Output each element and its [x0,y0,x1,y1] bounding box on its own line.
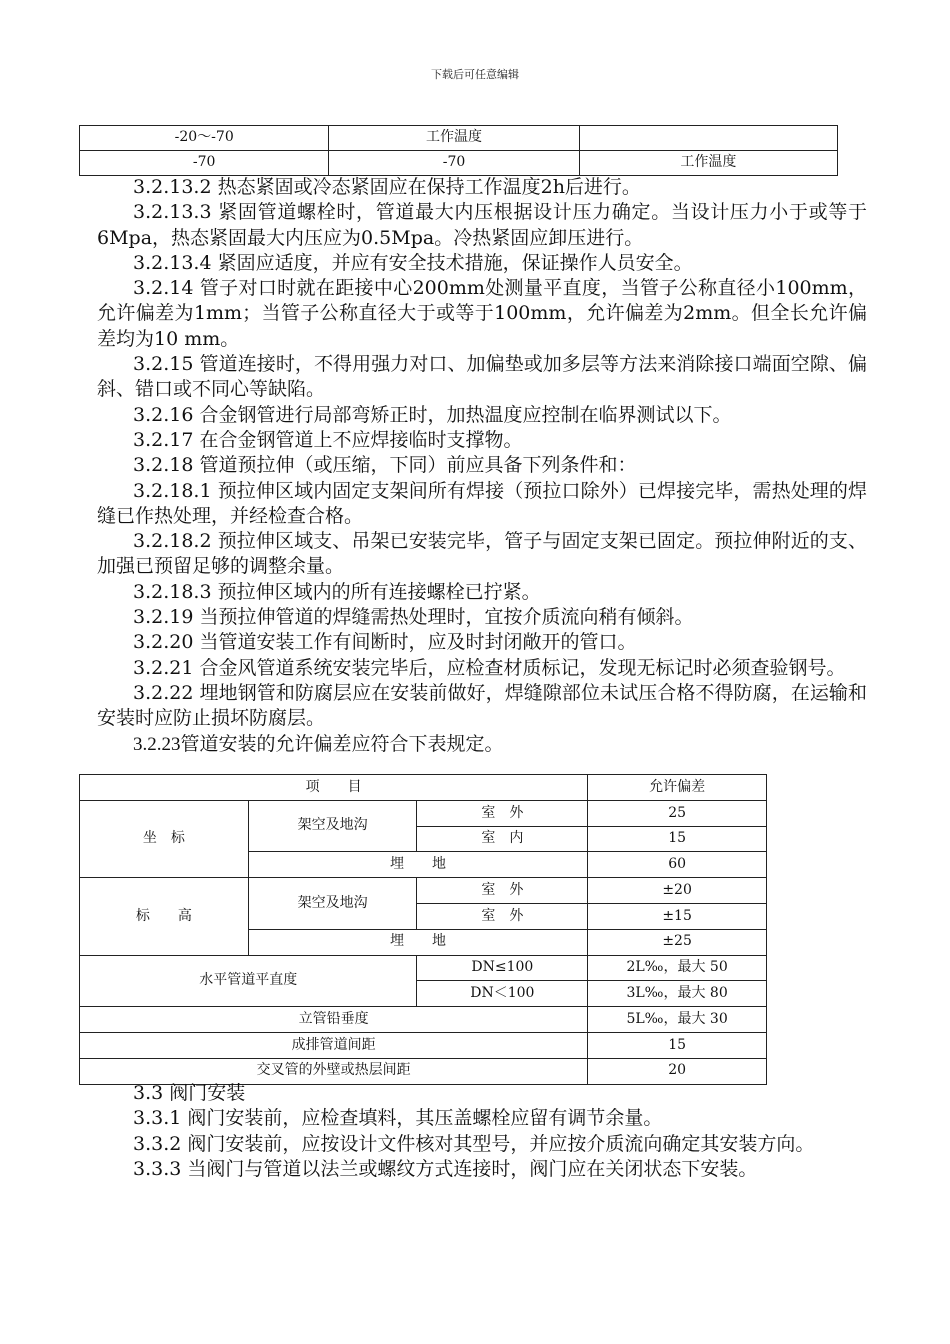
table-cell: 室 外 [417,800,588,826]
table-row [80,126,838,151]
table-cell: 2L‰，最大 50 [588,955,767,981]
table-cell: 15 [588,826,767,852]
table-cell: DN＜100 [417,981,588,1007]
body-text-2 [97,1081,867,1182]
table-cell: ±20 [588,878,767,904]
table-cell: -70 [329,151,579,176]
paragraph: 3.2.18 管道预拉伸（或压缩，下同）前应具备下列条件和： [133,454,637,477]
table-cell: 3L‰，最大 80 [588,981,767,1007]
table-cell: 25 [588,800,767,826]
paragraph: 3.2.17 在合金钢管道上不应焊接临时支撑物。 [133,428,523,451]
section-heading: 3.3 阀门安装 [133,1082,246,1104]
table-cell: 水平管道平直度 [80,955,417,1007]
table-header-cell: 允许偏差 [588,775,767,801]
table-cell: 架空及地沟 [248,800,417,852]
paragraph: 3.2.20 当管道安装工作有间断时，应及时封闭敞开的管口。 [133,631,637,654]
paragraph: 3.2.21 合金风管道系统安装完毕后，应检查材质标记，发现无标记时必须查验钢号。 [133,656,846,679]
paragraph: 3.2.13.4 紧固应适度，并应有安全技术措施，保证操作人员安全。 [133,251,693,274]
table-cell: 室 内 [417,826,588,852]
table-row [80,800,767,826]
table-row [80,151,838,176]
table-cell: 标 高 [80,878,249,955]
table-cell: 室 外 [417,878,588,904]
paragraph: 3.2.14 管子对口时就在距接中心200mm处测量平直度，当管子公称直径小100mm，允许偏差为1mm；当管子公称直径大于或等于100mm，允许偏差为2mm。但全长允许偏差均为10 mm。 [97,277,867,350]
table-row [80,1032,767,1058]
table-cell: -20～-70 [80,126,329,151]
table-cell: 成排管道间距 [80,1032,588,1058]
table-row [80,775,767,801]
table-cell: 交叉管的外壁或热层间距 [80,1058,588,1084]
table-cell: 工作温度 [329,126,579,151]
table-row [80,955,767,981]
table-header-cell: 项 目 [80,775,588,801]
temperature-table [79,125,838,176]
paragraph: 3.3.1 阀门安装前，应检查填料，其压盖螺栓应留有调节余量。 [133,1107,663,1130]
paragraph: 3.2.13.2 热态紧固或冷态紧固应在保持工作温度2h后进行。 [133,176,641,198]
table-cell: 5L‰，最大 30 [588,1007,767,1033]
paragraph: 3.2.15 管道连接时，不得用强力对口、加偏垫或加多层等方法来消除接口端面空隙、偏斜、错口或不同心等缺陷。 [97,353,867,401]
table-row [80,1007,767,1033]
paragraph: 3.2.16 合金钢管进行局部弯矫正时，加热温度应控制在临界测试以下。 [133,403,732,426]
table-cell: 埋 地 [248,852,587,878]
table-cell: DN≤100 [417,955,588,981]
paragraph: 3.3.3 当阀门与管道以法兰或螺纹方式连接时，阀门应在关闭状态下安装。 [133,1157,758,1180]
table-cell: 20 [588,1058,767,1084]
table-cell: 架空及地沟 [248,878,417,930]
table-cell: 工作温度 [579,151,837,176]
table-cell: 立管铅垂度 [80,1007,588,1033]
table-cell [579,126,837,151]
tolerance-table [79,774,767,1085]
paragraph: 3.3.2 阀门安装前，应按设计文件核对其型号，并应按介质流向确定其安装方向。 [133,1132,815,1155]
paragraph: 3.2.18.1 预拉伸区域内固定支架间所有焊接（预拉口除外）已焊接完毕，需热处理的焊缝已作热处理，并经检查合格。 [97,479,867,527]
table-cell: ±15 [588,903,767,929]
table-cell: 15 [588,1032,767,1058]
paragraph: 3.2.18.3 预拉伸区域内的所有连接螺栓已拧紧。 [133,580,541,603]
table-cell: -70 [80,151,329,176]
table-cell: 埋 地 [248,929,587,955]
paragraph: 3.2.19 当预拉伸管道的焊缝需热处理时，宜按介质流向稍有倾斜。 [133,606,694,629]
paragraph: 3.2.18.2 预拉伸区域支、吊架已安装完毕，管子与固定支架已固定。预拉伸附近的支、加强已预留足够的调整余量。 [97,530,867,578]
page-header: 下载后可任意编辑 [431,68,519,81]
table-cell: ±25 [588,929,767,955]
paragraph: 3.2.23管道安装的允许偏差应符合下表规定。 [133,733,504,755]
paragraph: 3.2.22 埋地钢管和防腐层应在安装前做好，焊缝隙部位未试压合格不得防腐，在运输和安装时应防止损坏防腐层。 [97,681,867,730]
body-text [97,175,867,757]
paragraph: 3.2.13.3 紧固管道螺栓时，管道最大内压根据设计压力确定。当设计压力小于或等于6Mpa，热态紧固最大内压应为0.5Mpa。冷热紧固应卸压进行。 [97,201,867,249]
table-cell: 室 外 [417,903,588,929]
table-cell: 60 [588,852,767,878]
table-cell: 坐 标 [80,800,249,877]
table-row [80,878,767,904]
